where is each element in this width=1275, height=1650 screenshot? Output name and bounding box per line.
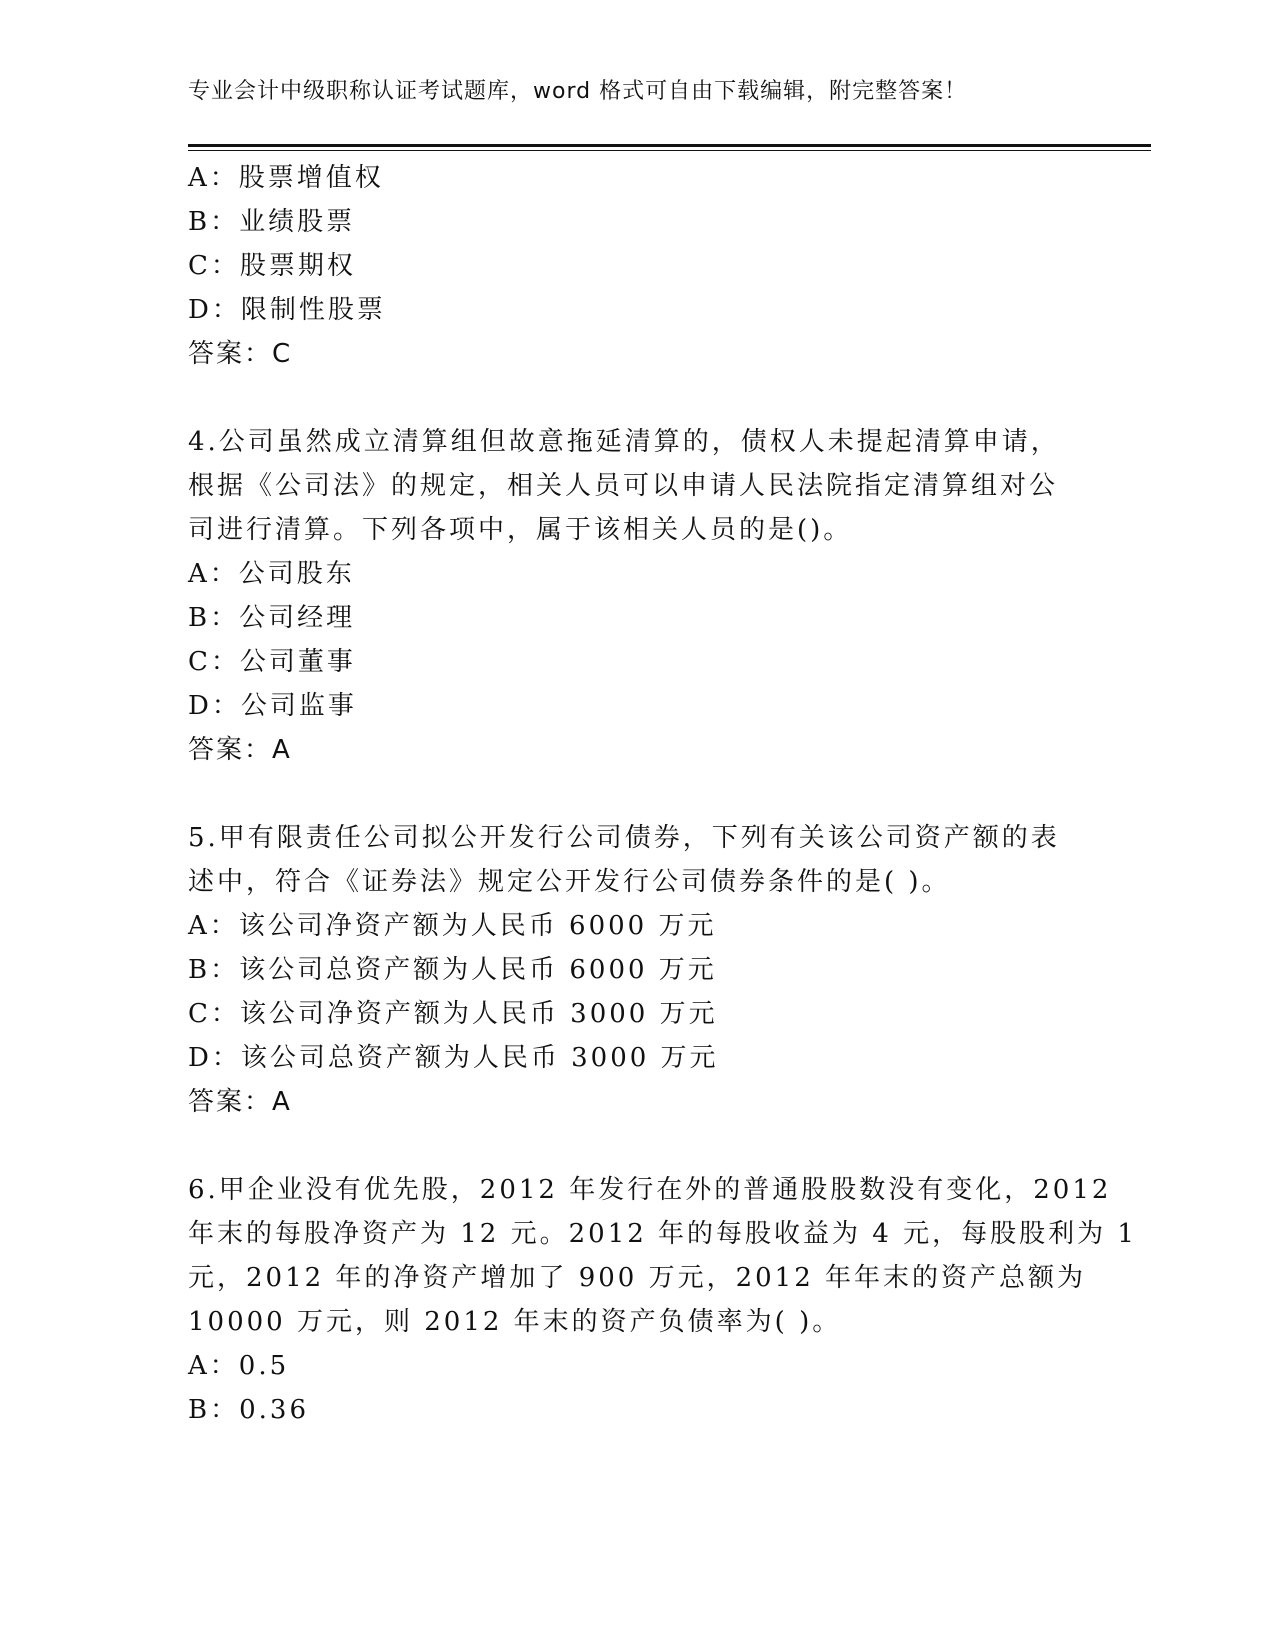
q3-option-b: B：业绩股票 xyxy=(188,207,356,237)
page-header: 专业会计中级职称认证考试题库，word 格式可自由下载编辑，附完整答案！ xyxy=(188,79,968,104)
q5-option-d: D：该公司总资产额为人民币 3000 万元 xyxy=(188,1043,719,1073)
q5-option-b: B：该公司总资产额为人民币 6000 万元 xyxy=(188,955,717,985)
q6-stem-line-1: 6.甲企业没有优先股，2012 年发行在外的普通股股数没有变化，2012 xyxy=(188,1175,1112,1205)
q4-stem-line-2: 根据《公司法》的规定，相关人员可以申请人民法院指定清算组对公 xyxy=(188,471,1059,501)
q4-option-a: A：公司股东 xyxy=(188,559,355,589)
q4-answer: 答案：A xyxy=(188,735,292,765)
q6-option-a: A：0.5 xyxy=(188,1351,290,1381)
q5-stem-line-1: 5.甲有限责任公司拟公开发行公司债券，下列有关该公司资产额的表 xyxy=(188,823,1060,853)
q5-option-c: C：该公司净资产额为人民币 3000 万元 xyxy=(188,999,718,1029)
q6-stem-line-4: 10000 万元，则 2012 年末的资产负债率为( )。 xyxy=(188,1307,842,1337)
q4-option-c: C：公司董事 xyxy=(188,647,356,677)
header-rule-thin xyxy=(188,150,1151,151)
q5-stem-line-2: 述中，符合《证券法》规定公开发行公司债券条件的是( )。 xyxy=(188,867,951,897)
header-rule xyxy=(188,144,1151,147)
q5-answer: 答案：A xyxy=(188,1087,292,1117)
q3-option-d: D：限制性股票 xyxy=(188,295,386,325)
q4-option-b: B：公司经理 xyxy=(188,603,356,633)
q3-option-a: A：股票增值权 xyxy=(188,163,384,193)
q3-option-c: C：股票期权 xyxy=(188,251,356,281)
q5-option-a: A：该公司净资产额为人民币 6000 万元 xyxy=(188,911,717,941)
q4-stem-line-3: 司进行清算。下列各项中，属于该相关人员的是()。 xyxy=(188,515,853,545)
q6-stem-line-3: 元，2012 年的净资产增加了 900 万元，2012 年年末的资产总额为 xyxy=(188,1263,1087,1293)
q3-answer: 答案：C xyxy=(188,339,293,369)
q4-stem-line-1: 4.公司虽然成立清算组但故意拖延清算的，债权人未提起清算申请， xyxy=(188,427,1060,457)
q6-stem-line-2: 年末的每股净资产为 12 元。2012 年的每股收益为 4 元，每股股利为 1 xyxy=(188,1219,1137,1249)
q6-option-b: B：0.36 xyxy=(188,1395,309,1425)
q4-option-d: D：公司监事 xyxy=(188,691,357,721)
